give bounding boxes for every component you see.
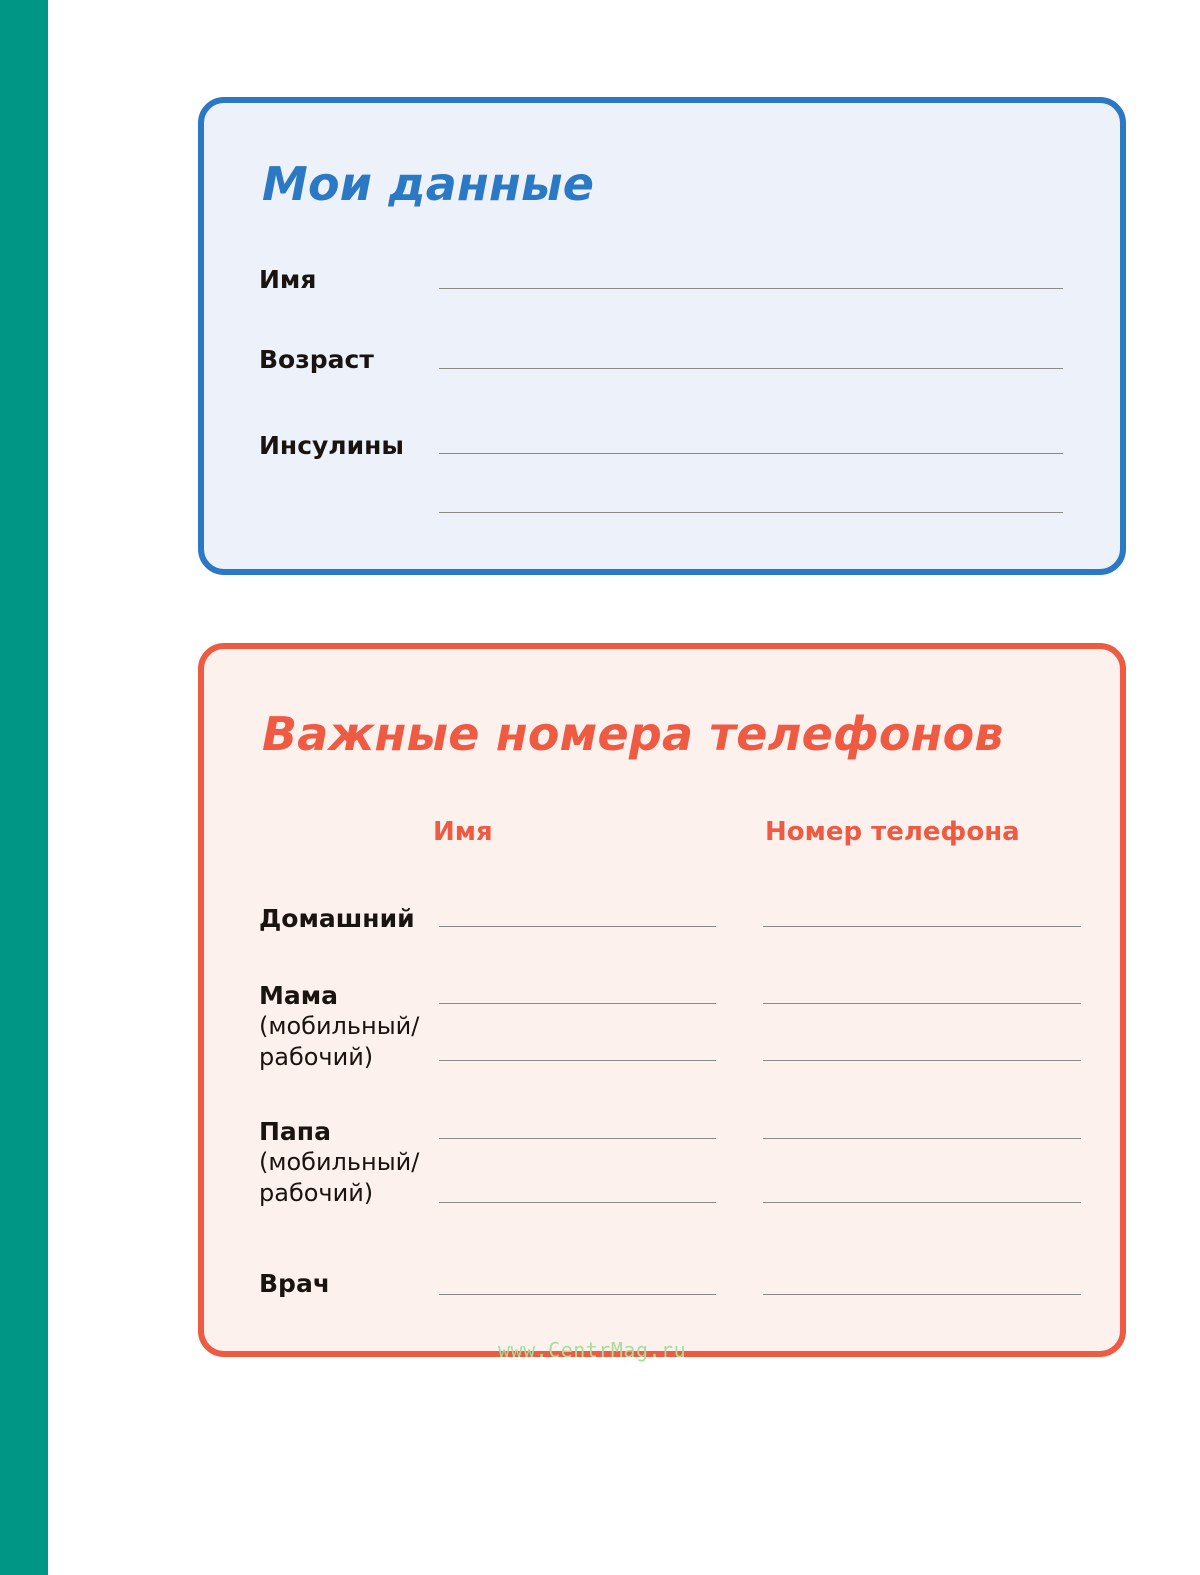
my-data-card [198, 97, 1126, 575]
mom-name-line-2[interactable] [439, 1060, 716, 1061]
row-label-dad: Папа [259, 1117, 331, 1146]
dad-name-line-1[interactable] [439, 1138, 716, 1139]
field-line-insulins-extra[interactable] [439, 512, 1063, 513]
field-line-age[interactable] [439, 368, 1063, 369]
column-header-phone: Номер телефона [765, 817, 1020, 847]
row-label-home: Домашний [259, 904, 415, 933]
home-phone-line[interactable] [763, 926, 1081, 927]
field-label-name: Имя [259, 265, 317, 294]
home-name-line[interactable] [439, 926, 716, 927]
row-label-doctor: Врач [259, 1269, 330, 1298]
row-sublabel-dad: (мобильный/ рабочий) [259, 1148, 420, 1207]
phone-numbers-title: Важные номера телефонов [262, 707, 1004, 761]
doctor-phone-line[interactable] [763, 1294, 1081, 1295]
field-line-insulins[interactable] [439, 453, 1063, 454]
watermark: www.CentrMag.ru [498, 1338, 687, 1362]
phone-numbers-card [198, 643, 1126, 1357]
mom-phone-line-1[interactable] [763, 1003, 1081, 1004]
doctor-name-line[interactable] [439, 1294, 716, 1295]
dad-phone-line-2[interactable] [763, 1202, 1081, 1203]
field-line-name[interactable] [439, 288, 1063, 289]
field-label-insulins: Инсулины [259, 431, 405, 460]
dad-name-line-2[interactable] [439, 1202, 716, 1203]
my-data-title: Мои данные [262, 157, 595, 211]
field-label-age: Возраст [259, 345, 374, 374]
side-stripe [0, 0, 48, 1575]
mom-name-line-1[interactable] [439, 1003, 716, 1004]
column-header-name: Имя [433, 817, 493, 847]
row-sublabel-mom: (мобильный/ рабочий) [259, 1012, 420, 1071]
row-label-mom: Мама [259, 981, 339, 1010]
mom-phone-line-2[interactable] [763, 1060, 1081, 1061]
dad-phone-line-1[interactable] [763, 1138, 1081, 1139]
